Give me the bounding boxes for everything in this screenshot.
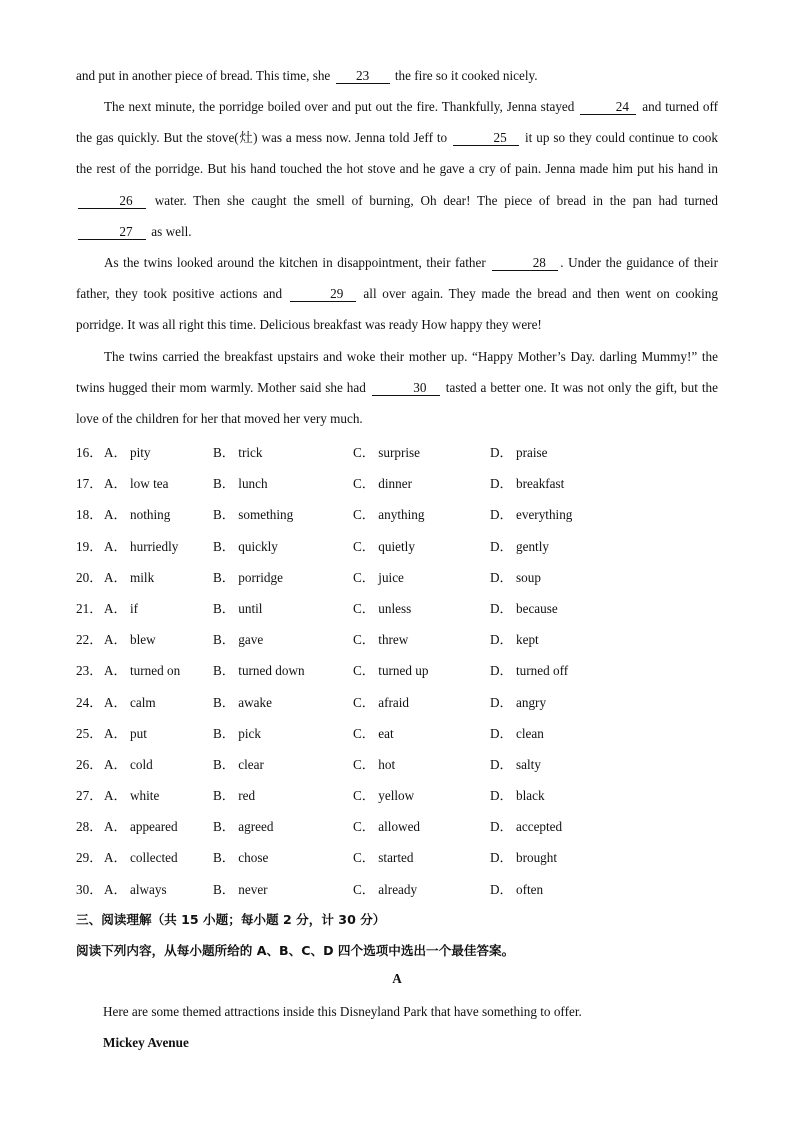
question-number: 24． (76, 694, 103, 710)
passage-text: as well. (148, 223, 192, 239)
option-b: B． pick (213, 725, 261, 741)
blank-23: 23 (336, 68, 390, 84)
passage-text: all over again. They made the bread and then went on cooking porridge. It was all right this time. Delicious breakfast was ready How happy they were! (76, 286, 718, 333)
option-d: D． praise (490, 445, 548, 460)
option-b: B． never (213, 881, 268, 897)
blank-29: 29 (290, 286, 356, 302)
question-row (76, 499, 718, 530)
option-c: C． already (353, 881, 418, 897)
option-b: B． trick (213, 445, 263, 460)
blank-28: 28 (492, 255, 558, 271)
option-c: C． started (353, 850, 414, 866)
option-c: C． quietly (353, 538, 415, 554)
option-d: D． salty (490, 756, 541, 772)
option-c: C． anything (353, 507, 425, 523)
option-a: A． turned on (104, 663, 181, 679)
option-d: D． brought (490, 850, 558, 866)
option-b: B． agreed (213, 819, 274, 835)
option-c: C． surprise (353, 445, 421, 460)
option-d: D． clean (490, 725, 544, 741)
question-number: 20． (76, 569, 103, 585)
option-c: C． threw (353, 632, 409, 648)
option-a: A． white (104, 788, 160, 804)
question-number: 16． (76, 445, 103, 460)
question-row (76, 655, 718, 686)
option-a: A． milk (104, 569, 155, 585)
passage-text: The next minute, the porridge boiled over and put out the fire. Thankfully, Jenna stayed (104, 99, 579, 114)
option-d: D． everything (490, 507, 573, 523)
option-b: B． lunch (213, 476, 268, 492)
option-d: D． because (490, 600, 558, 616)
option-c: C． hot (353, 756, 396, 772)
question-row (76, 718, 718, 749)
blank-27: 27 (78, 224, 146, 240)
part-label: A (392, 971, 402, 986)
passage-text: and turned off the gas quickly. But the stove(灶) was a mess now. Jenna told Jeff to (76, 99, 719, 146)
reading-subheading: Mickey Avenue (103, 1035, 189, 1050)
option-c: C． allowed (353, 819, 421, 835)
option-b: B． clear (213, 756, 264, 772)
question-number: 26． (76, 756, 103, 772)
option-a: A． put (104, 725, 147, 741)
passage-text: tasted a better one. It was not only the gift, but the love of the children for her that moved her very much. (76, 380, 718, 427)
question-number: 27． (76, 788, 103, 804)
option-b: B． turned down (213, 663, 305, 679)
question-row (76, 749, 718, 780)
option-d: D． breakfast (490, 476, 565, 492)
option-b: B． chose (213, 850, 269, 866)
option-c: C． dinner (353, 476, 412, 492)
option-a: A． always (104, 881, 167, 897)
passage-paragraph-4 (76, 341, 718, 435)
option-d: D． accepted (490, 819, 563, 835)
passage-text: it up so they could continue to cook the rest of the porridge. But his hand touched the hot stove and he gave a cry of pain. Jenna made him put his hand in (76, 130, 718, 177)
option-a: A． cold (104, 756, 153, 772)
blank-30: 30 (372, 380, 440, 396)
option-b: B． gave (213, 632, 264, 648)
option-c: C． turned up (353, 663, 429, 679)
question-row (76, 531, 718, 562)
question-row (76, 624, 718, 655)
question-row (76, 811, 718, 842)
passage-text: water. Then she caught the smell of burning, Oh dear! The piece of bread in the pan had turned (148, 192, 718, 208)
option-b: B． until (213, 600, 263, 616)
option-c: C． unless (353, 600, 412, 616)
passage-paragraph-3 (76, 247, 718, 341)
passage-text: and put in another piece of bread. This time, she (76, 68, 334, 83)
blank-24: 24 (580, 99, 636, 115)
option-c: C． afraid (353, 694, 410, 710)
option-d: D． black (490, 788, 545, 804)
passage-text: . Under the guidance of their father, they took positive actions and (76, 255, 718, 302)
question-number: 23． (76, 663, 103, 679)
option-d: D． often (490, 881, 544, 897)
question-number: 30． (76, 881, 103, 897)
section-heading: 三、阅读理解（共 15 小题；每小题 2 分，计 30 分） (76, 912, 386, 927)
option-c: C． eat (353, 725, 394, 741)
question-number: 28． (76, 819, 103, 835)
question-number: 21． (76, 600, 103, 616)
option-b: B． something (213, 507, 294, 523)
option-a: A． blew (104, 632, 156, 648)
option-d: D． angry (490, 694, 547, 710)
option-a: A． if (104, 600, 139, 616)
question-row (76, 468, 718, 499)
option-d: D． gently (490, 538, 549, 554)
option-a: A． pity (104, 445, 151, 460)
reading-intro: Here are some themed attractions inside this Disneyland Park that have something to offer. (103, 1004, 582, 1019)
option-d: D． turned off (490, 663, 569, 679)
question-row (76, 687, 718, 718)
option-a: A． calm (104, 694, 156, 710)
passage-text: As the twins looked around the kitchen in disappointment, their father (104, 255, 491, 270)
option-b: B． red (213, 788, 256, 804)
question-number: 25． (76, 725, 103, 741)
question-number: 19． (76, 538, 103, 554)
passage-text: The twins carried the breakfast upstairs and woke their mother up. “Happy Mother’s Day. darling Mummy!” the twins hugged their mom warmly. Mother said she had (76, 349, 718, 396)
option-a: A． appeared (104, 819, 178, 835)
question-number: 22． (76, 632, 103, 648)
blank-26: 26 (78, 193, 146, 209)
question-number: 29． (76, 850, 103, 866)
option-c: C． juice (353, 569, 404, 585)
passage-paragraph-2 (76, 91, 718, 247)
passage-paragraph-1 (76, 60, 718, 91)
option-a: A． low tea (104, 476, 169, 492)
option-d: D． soup (490, 569, 541, 585)
blank-25: 25 (453, 130, 519, 146)
question-number: 18． (76, 507, 103, 523)
option-d: D． kept (490, 632, 539, 648)
option-b: B． quickly (213, 538, 278, 554)
passage-text: the fire so it cooked nicely. (391, 68, 538, 83)
option-a: A． collected (104, 850, 178, 866)
option-b: B． porridge (213, 569, 283, 585)
question-row (76, 842, 718, 873)
question-row (76, 562, 718, 593)
question-row (76, 780, 718, 811)
question-row (76, 874, 718, 905)
section-instruction: 阅读下列内容，从每小题所给的 A、B、C、D 四个选项中选出一个最佳答案。 (76, 943, 515, 958)
question-number: 17． (76, 476, 103, 492)
option-a: A． nothing (104, 507, 171, 523)
question-row (76, 437, 718, 468)
option-a: A． hurriedly (104, 538, 179, 554)
option-c: C． yellow (353, 788, 415, 804)
question-row (76, 593, 718, 624)
option-b: B． awake (213, 694, 272, 710)
question-options-list (76, 437, 718, 905)
